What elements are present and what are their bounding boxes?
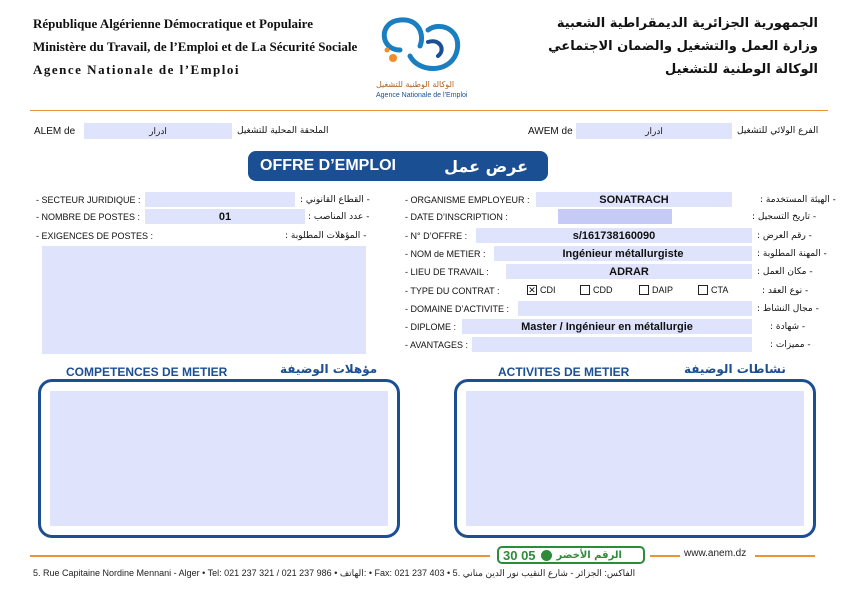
metier-ar-label: - المهنة المطلوبة : bbox=[757, 249, 827, 259]
green-number-label: الرقم الأخضر bbox=[556, 549, 622, 561]
secteur-ar-label: - القطاع القانوني : bbox=[300, 195, 370, 205]
organisme-ar-label: - الهيئة المستخدمة : bbox=[760, 195, 836, 205]
website-link[interactable]: www.anem.dz bbox=[684, 548, 747, 559]
awem-ar-label: الفرع الولائي للتشغيل bbox=[737, 126, 819, 136]
lieu-ar-label: - مكان العمل : bbox=[757, 267, 813, 277]
anem-logo-icon bbox=[370, 12, 480, 82]
contrat-cdd-label: CDD bbox=[593, 285, 613, 295]
nb-postes-ar-label: - عدد المناصب : bbox=[308, 212, 370, 222]
green-number: 30 05 bbox=[503, 547, 536, 563]
activites-title-fr: ACTIVITES DE METIER bbox=[498, 365, 630, 379]
header-fr-line3: Agence Nationale de l’Emploi bbox=[33, 62, 241, 77]
footer-divider-left bbox=[30, 555, 490, 557]
organisme-field[interactable]: SONATRACH bbox=[536, 192, 732, 207]
alem-label: ALEM de bbox=[34, 126, 76, 137]
header-divider bbox=[30, 110, 828, 111]
offer-title-fr: OFFRE D’EMPLOI bbox=[260, 157, 396, 174]
nb-postes-label: - NOMBRE DE POSTES : bbox=[36, 212, 141, 222]
contrat-cdi-checkbox[interactable]: ✕ bbox=[528, 285, 536, 295]
green-number-badge bbox=[497, 546, 645, 564]
contrat-daip-checkbox[interactable] bbox=[639, 285, 649, 295]
diplome-ar-label: - شهادة : bbox=[770, 322, 806, 332]
activites-panel bbox=[454, 379, 816, 538]
secteur-label: - SECTEUR JURIDIQUE : bbox=[36, 195, 141, 205]
metier-label: - NOM de METIER : bbox=[405, 249, 486, 259]
metier-field[interactable]: Ingénieur métallurgiste bbox=[494, 246, 752, 261]
avantages-label: - AVANTAGES : bbox=[405, 340, 469, 350]
date-label: - DATE D’INSCRIPTION : bbox=[405, 212, 508, 222]
activites-field[interactable] bbox=[466, 391, 804, 526]
awem-label: AWEM de bbox=[528, 126, 573, 137]
contrat-cta-label: CTA bbox=[711, 285, 729, 295]
awem-field[interactable]: ادرار bbox=[576, 123, 732, 139]
alem-ar-label: الملحقة المحلية للتشغيل bbox=[237, 126, 329, 136]
contrat-cta-checkbox[interactable] bbox=[698, 285, 708, 295]
noffre-field[interactable]: s/161738160090 bbox=[476, 228, 752, 243]
lieu-label: - LIEU DE TRAVAIL : bbox=[405, 267, 489, 277]
lieu-field[interactable]: ADRAR bbox=[506, 264, 752, 279]
header-ar-line3: الوكالة الوطنية للتشغيل bbox=[665, 62, 818, 77]
domaine-ar-label: - مجال النشاط : bbox=[757, 304, 819, 314]
competences-field[interactable] bbox=[50, 391, 388, 526]
contrat-cdi-label: CDI bbox=[540, 285, 556, 295]
contrat-label: - TYPE DU CONTRAT : bbox=[405, 286, 500, 296]
nb-postes-field[interactable]: 01 bbox=[145, 209, 305, 224]
offer-title-ar: عرض عمل bbox=[444, 156, 528, 176]
logo-fr-text: Agence Nationale de l’Emploi bbox=[376, 92, 468, 99]
contrat-daip-label: DAIP bbox=[652, 285, 674, 295]
footer-divider-mid bbox=[650, 555, 680, 557]
diplome-field[interactable]: Master / Ingénieur en métallurgie bbox=[462, 319, 752, 334]
footer-address: 5. Rue Capitaine Nordine Mennani - Alger • Tel: 021 237 321 / 021 237 986 • الهاتف: • Fax: 021 237 403 • الفاكس: الجزائر - شارع النقيب نور الدين مناني .5 bbox=[33, 568, 636, 578]
secteur-field[interactable] bbox=[145, 192, 295, 207]
diplome-label: - DIPLOME : bbox=[405, 322, 457, 332]
exigences-ar-label: - المؤهلات المطلوبة : bbox=[285, 231, 367, 241]
header-ar-line1: الجمهورية الجزائرية الديمقراطية الشعبية bbox=[556, 16, 818, 31]
date-ar-label: - تاريخ التسجيل : bbox=[752, 212, 817, 222]
avantages-ar-label: - مميزات : bbox=[770, 340, 811, 350]
noffre-ar-label: - رقم العرض : bbox=[757, 231, 812, 241]
organisme-label: - ORGANISME EMPLOYEUR : bbox=[405, 195, 530, 205]
competences-title-fr: COMPETENCES DE METIER bbox=[66, 365, 228, 379]
header-fr-line2: Ministère du Travail, de l’Emploi et de La Sécurité Sociale bbox=[33, 39, 358, 54]
header-fr-line1: République Algérienne Démocratique et Populaire bbox=[33, 16, 313, 31]
competences-title-ar: مؤهلات الوضيفة bbox=[280, 362, 378, 376]
header-ar-line2: وزارة العمل والتشغيل والضمان الاجتماعي bbox=[548, 39, 818, 54]
avantages-field[interactable] bbox=[472, 337, 752, 352]
activites-title-ar: نشاطات الوضيفة bbox=[684, 362, 786, 376]
noffre-label: - N° D’OFFRE : bbox=[405, 231, 468, 241]
anem-logo bbox=[370, 12, 480, 104]
exigences-label: - EXIGENCES DE POSTES : bbox=[36, 231, 154, 241]
contrat-cdd-checkbox[interactable] bbox=[580, 285, 590, 295]
contrat-ar-label: - نوع العقد : bbox=[762, 286, 809, 296]
competences-panel bbox=[38, 379, 400, 538]
logo-ar-text: الوكالة الوطنية للتشغيل bbox=[376, 80, 455, 89]
offer-title-bar bbox=[248, 151, 548, 181]
phone-icon bbox=[541, 550, 552, 561]
alem-field[interactable]: ادرار bbox=[84, 123, 232, 139]
exigences-field[interactable] bbox=[42, 246, 366, 354]
footer-divider-right bbox=[755, 555, 815, 557]
date-field[interactable] bbox=[558, 209, 672, 224]
domaine-field[interactable] bbox=[518, 301, 752, 316]
domaine-label: - DOMAINE D’ACTIVITE : bbox=[405, 304, 510, 314]
